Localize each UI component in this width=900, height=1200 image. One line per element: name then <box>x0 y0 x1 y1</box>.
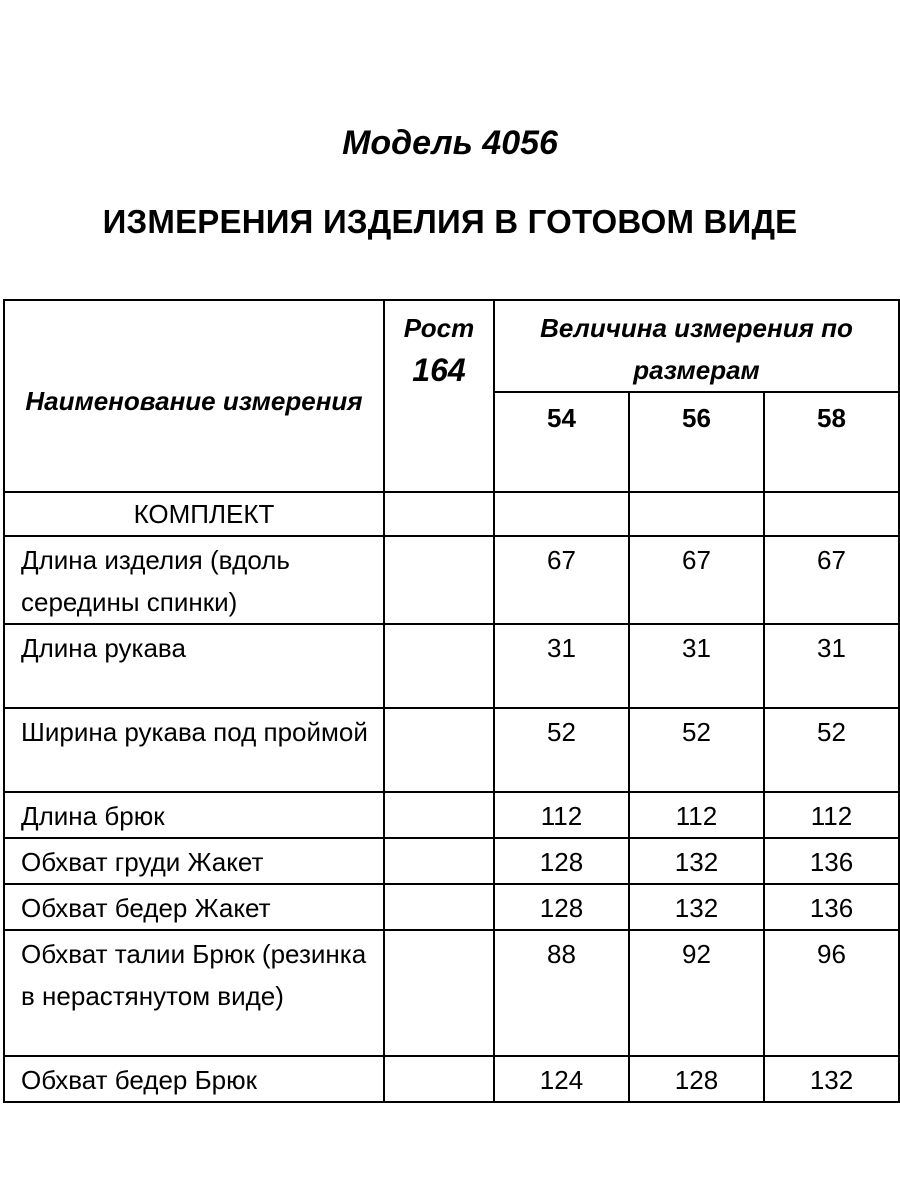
value-size-54: 124 <box>494 1056 629 1102</box>
growth-cell <box>384 792 494 838</box>
measurement-name: Длина рукава <box>4 624 384 708</box>
value-size-56: 67 <box>629 536 764 624</box>
header-size-54: 54 <box>494 392 629 492</box>
document-heading: ИЗМЕРЕНИЯ ИЗДЕЛИЯ В ГОТОВОМ ВИДЕ <box>102 203 798 240</box>
value-size-54: 88 <box>494 930 629 1056</box>
table-row <box>4 884 899 930</box>
measurement-name: Длина изделия (вдоль середины спинки) <box>4 536 384 624</box>
header-sizes-group: Величина измерения по размерам <box>494 300 899 392</box>
empty-cell <box>764 492 899 536</box>
value-size-58: 31 <box>764 624 899 708</box>
measurement-name: Длина брюк <box>4 792 384 838</box>
value-size-58: 52 <box>764 708 899 792</box>
value-size-54: 128 <box>494 884 629 930</box>
model-title: Модель 4056 <box>342 124 558 162</box>
growth-cell <box>384 536 494 624</box>
header-size-56: 56 <box>629 392 764 492</box>
empty-cell <box>494 492 629 536</box>
value-size-58: 112 <box>764 792 899 838</box>
header-growth-value: 164 <box>412 352 466 388</box>
table-row <box>4 1056 899 1102</box>
measurements-table <box>3 299 900 1103</box>
empty-cell <box>629 492 764 536</box>
value-size-58: 96 <box>764 930 899 1056</box>
table-row <box>4 930 899 1056</box>
measurement-name: Обхват бедер Брюк <box>4 1056 384 1102</box>
value-size-56: 128 <box>629 1056 764 1102</box>
measurement-name: Ширина рукава под проймой <box>4 708 384 792</box>
value-size-58: 136 <box>764 884 899 930</box>
header-size-58: 58 <box>764 392 899 492</box>
table-row <box>4 624 899 708</box>
value-size-56: 92 <box>629 930 764 1056</box>
value-size-54: 67 <box>494 536 629 624</box>
value-size-54: 31 <box>494 624 629 708</box>
header-growth-label: Рост <box>403 313 475 343</box>
value-size-54: 52 <box>494 708 629 792</box>
measurement-name: Обхват груди Жакет <box>4 838 384 884</box>
value-size-56: 31 <box>629 624 764 708</box>
section-row <box>4 492 899 536</box>
table-row <box>4 838 899 884</box>
value-size-58: 132 <box>764 1056 899 1102</box>
empty-cell <box>384 492 494 536</box>
measurement-name: Обхват талии Брюк (резинка в нерастянутом виде) <box>4 930 384 1056</box>
growth-cell <box>384 624 494 708</box>
value-size-54: 112 <box>494 792 629 838</box>
value-size-56: 52 <box>629 708 764 792</box>
value-size-56: 132 <box>629 838 764 884</box>
value-size-56: 112 <box>629 792 764 838</box>
value-size-56: 132 <box>629 884 764 930</box>
growth-cell <box>384 1056 494 1102</box>
table-row <box>4 708 899 792</box>
header-growth <box>384 300 494 492</box>
value-size-54: 128 <box>494 838 629 884</box>
value-size-58: 136 <box>764 838 899 884</box>
growth-cell <box>384 930 494 1056</box>
table-row <box>4 792 899 838</box>
value-size-58: 67 <box>764 536 899 624</box>
growth-cell <box>384 884 494 930</box>
section-label: КОМПЛЕКТ <box>4 492 384 536</box>
header-measurement-name: Наименование измерения <box>4 300 384 492</box>
table-row <box>4 536 899 624</box>
measurement-name: Обхват бедер Жакет <box>4 884 384 930</box>
growth-cell <box>384 838 494 884</box>
growth-cell <box>384 708 494 792</box>
